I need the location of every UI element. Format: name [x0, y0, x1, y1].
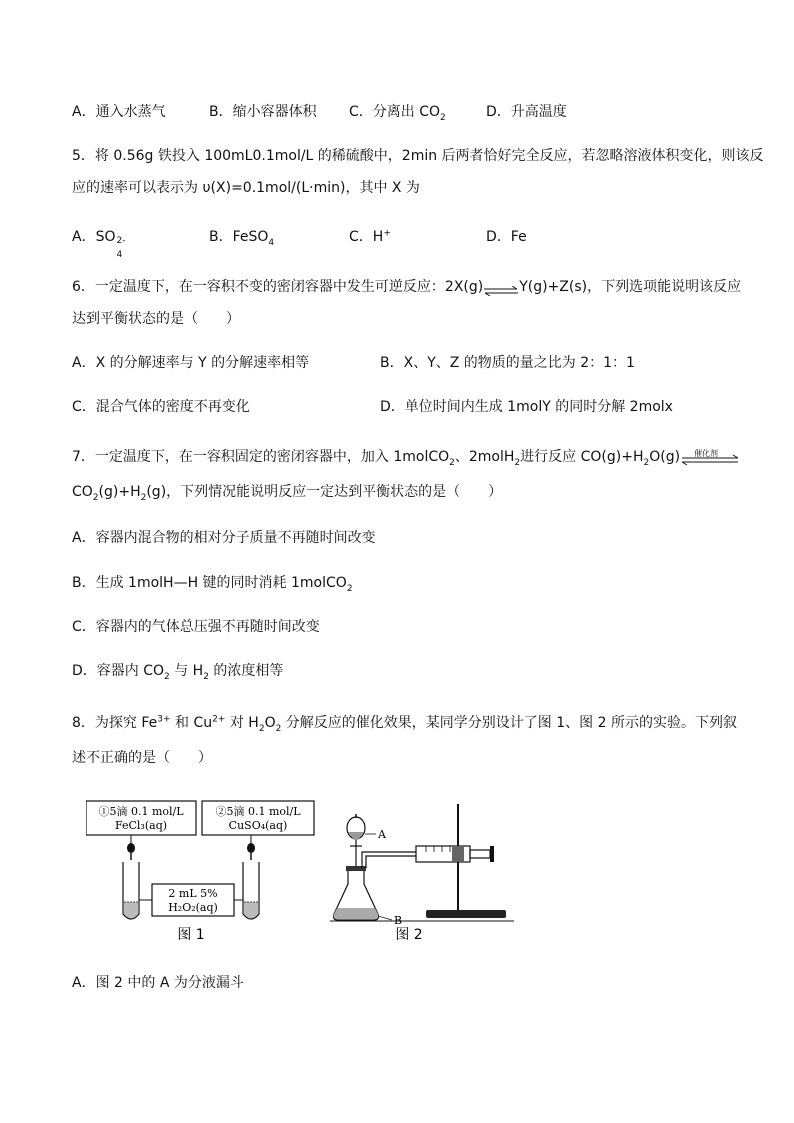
figure-1	[86, 801, 314, 919]
q5-option-a	[72, 227, 126, 260]
catalyst-label: 催化剂	[694, 449, 719, 458]
q4-option-c-sub: 2	[440, 112, 446, 123]
q7-line1	[72, 447, 740, 467]
q7-line2-sub2: 2	[140, 492, 147, 503]
label-b: B	[394, 914, 403, 927]
sulfate-symbol: SO	[95, 229, 116, 245]
h2o2-line1: 2 mL 5%	[168, 887, 218, 900]
dropper-left-icon	[127, 835, 135, 860]
q5-option-c	[349, 227, 391, 247]
q5-line1: 5．将 0.56g 铁投入 100mL0.1mol/L 的稀硫酸中，2min 后两者恰好完全反应，若忽略溶液体积变化，则该反	[72, 148, 764, 164]
equilibrium-arrow-icon	[483, 282, 519, 292]
q7-line2-mid: (g)+H	[98, 484, 141, 500]
q7-option-d-mid: 与 H	[169, 663, 204, 679]
q7-line1-mid2: 进行反应 CO(g)+H	[520, 449, 644, 465]
q6-line1-post: Y(g)+Z(s)，下列选项能说明该反应	[519, 279, 742, 295]
q5-option-d-text: D．Fe	[486, 229, 527, 245]
q7-line1-post: O(g)	[649, 449, 681, 465]
q7-option-b-text: B．生成 1molH—H 键的同时消耗 1molCO	[72, 575, 347, 591]
q4-option-c-text: C．分离出 CO	[349, 104, 441, 120]
q7-line2	[72, 482, 502, 502]
sulfate-charge: 2-	[116, 236, 126, 246]
conical-flask-icon	[334, 866, 379, 920]
q8-line1-mid: 和 Cu	[170, 715, 213, 731]
q8-line1-mid2: 对 H	[225, 715, 259, 731]
dropper-right-icon	[247, 835, 255, 860]
q7-option-a: A．容器内混合物的相对分子质量不再随时间改变	[72, 530, 376, 546]
q5-option-c-sup: +	[383, 228, 391, 239]
label-a: A	[378, 828, 386, 841]
q4-option-b-text: B．缩小容器体积	[209, 104, 317, 120]
q8-option-a: A．图 2 中的 A 为分液漏斗	[72, 975, 244, 991]
q6-option-c: C．混合气体的密度不再变化	[72, 399, 250, 415]
experiment-figure	[86, 796, 526, 946]
q7-option-b	[72, 573, 353, 593]
q8-sup1: 3+	[157, 714, 171, 725]
q7-line1-pre: 7．一定温度下，在一容积固定的密闭容器中，加入 1molCO	[72, 449, 450, 465]
q4-option-b	[209, 102, 317, 122]
q8-sub2: 2	[275, 723, 282, 734]
sulfate-ion	[95, 227, 126, 260]
q7-line2-sub1: 2	[92, 492, 99, 503]
q5-option-a-label: A．	[72, 229, 96, 245]
test-tube-left-icon	[123, 862, 139, 919]
q7-option-d-pre: D．容器内 CO	[72, 663, 165, 679]
q5-option-b-text: B．FeSO	[209, 229, 269, 245]
h2o2-line2: H₂O₂(aq)	[168, 901, 218, 914]
q6-option-a: A．X 的分解速率与 Y 的分解速率相等	[72, 355, 310, 371]
q5-option-c-text: C．H	[349, 229, 384, 245]
sulfate-subscript: 4	[116, 250, 123, 260]
fecl3-line1: ①5滴 0.1 mol/L	[98, 805, 184, 818]
q8-line1	[72, 713, 737, 733]
q7-line1-mid: 、2molH	[454, 449, 515, 465]
q7-option-d	[72, 661, 283, 681]
q7-option-d-sub2: 2	[203, 671, 209, 682]
q7-option-d-sub: 2	[164, 671, 170, 682]
figure-2-caption: 图 2	[395, 927, 423, 943]
q7-sub1: 2	[449, 457, 455, 468]
q8-o: O	[264, 715, 276, 731]
test-tube-right-icon	[243, 862, 259, 919]
q8-sup2: 2+	[212, 714, 226, 725]
cuso4-line2: CuSO₄(aq)	[228, 819, 288, 832]
q4-option-d-text: D．升高温度	[486, 104, 567, 120]
q6-line1	[72, 277, 741, 297]
q5-option-b	[209, 227, 274, 247]
q6-option-d: D．单位时间内生成 1molY 的同时分解 2molx	[380, 399, 673, 415]
q8-line2: 述不正确的是（ ）	[72, 750, 212, 766]
q8-line1-pre: 8．为探究 Fe	[72, 715, 158, 731]
q6-option-b: B．X、Y、Z 的物质的量之比为 2：1：1	[380, 355, 635, 371]
q4-option-a-text: A．通入水蒸气	[72, 104, 166, 120]
q5-line2: 应的速率可以表示为 υ(X)=0.1mol/(L·min)，其中 X 为	[72, 180, 420, 196]
q5-option-d	[486, 227, 527, 247]
q7-line2-post: (g)，下列情况能说明反应一定达到平衡状态的是（ ）	[146, 484, 503, 500]
catalyst-arrow-icon	[680, 450, 740, 464]
q8-line1-post: 分解反应的催化效果，某同学分别设计了图 1、图 2 所示的实验。下列叙	[281, 715, 737, 731]
q6-line1-pre: 6．一定温度下，在一容积不变的密闭容器中发生可逆反应：2X(g)	[72, 279, 484, 295]
q7-option-d-post: 的浓度相等	[208, 663, 284, 679]
figure-2	[330, 804, 514, 927]
q4-option-d	[486, 102, 567, 122]
q7-option-b-sub: 2	[346, 583, 353, 594]
q4-option-c	[349, 102, 446, 122]
q7-sub3: 2	[643, 457, 650, 468]
cuso4-line1: ②5滴 0.1 mol/L	[215, 805, 301, 818]
q7-option-c: C．容器内的气体总压强不再随时间改变	[72, 619, 320, 635]
fecl3-line2: FeCl₃(aq)	[114, 819, 168, 832]
q4-option-a	[72, 102, 166, 122]
q8-sub1: 2	[258, 723, 265, 734]
q6-line2: 达到平衡状态的是（ ）	[72, 311, 240, 327]
q5-option-b-sub: 4	[268, 237, 275, 248]
figure-1-caption: 图 1	[177, 927, 205, 943]
q7-sub2: 2	[514, 457, 521, 468]
q7-line2-pre: CO	[72, 484, 93, 500]
